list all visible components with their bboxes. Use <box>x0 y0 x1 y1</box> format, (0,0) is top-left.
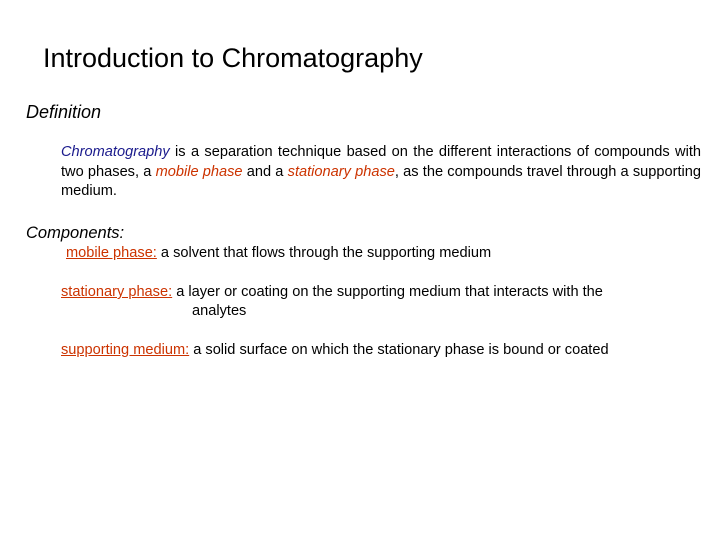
stationary-phase-label: stationary phase: <box>61 284 173 300</box>
definition-text-3: , as the compounds travel through a supporting medium. <box>61 163 701 199</box>
component-stationary-phase <box>61 283 603 303</box>
supporting-medium-description: a solid surface on which the stationary phase is bound or coated <box>189 342 609 358</box>
definition-heading: Definition <box>26 102 102 122</box>
supporting-medium-label: supporting medium: <box>61 342 190 358</box>
component-mobile-phase <box>66 244 491 264</box>
component-supporting-medium <box>61 341 609 361</box>
definition-text-2: and a <box>242 163 288 180</box>
stationary-phase-term: stationary phase <box>287 163 395 180</box>
stationary-phase-continuation: analytes <box>192 303 247 319</box>
chromatography-term: Chromatography <box>61 144 170 160</box>
stationary-phase-description: a layer or coating on the supporting medium that interacts with the <box>172 284 603 300</box>
mobile-phase-term: mobile phase <box>155 163 243 180</box>
mobile-phase-label: mobile phase: <box>66 245 157 261</box>
mobile-phase-description: a solvent that flows through the supporting medium <box>156 245 492 261</box>
definition-paragraph <box>61 143 701 202</box>
slide-title: Introduction to Chromatography <box>43 43 423 73</box>
definition-text-1: is a separation technique based on the different interactions of compounds with two phases, a <box>61 144 701 180</box>
components-heading: Components: <box>26 224 125 242</box>
